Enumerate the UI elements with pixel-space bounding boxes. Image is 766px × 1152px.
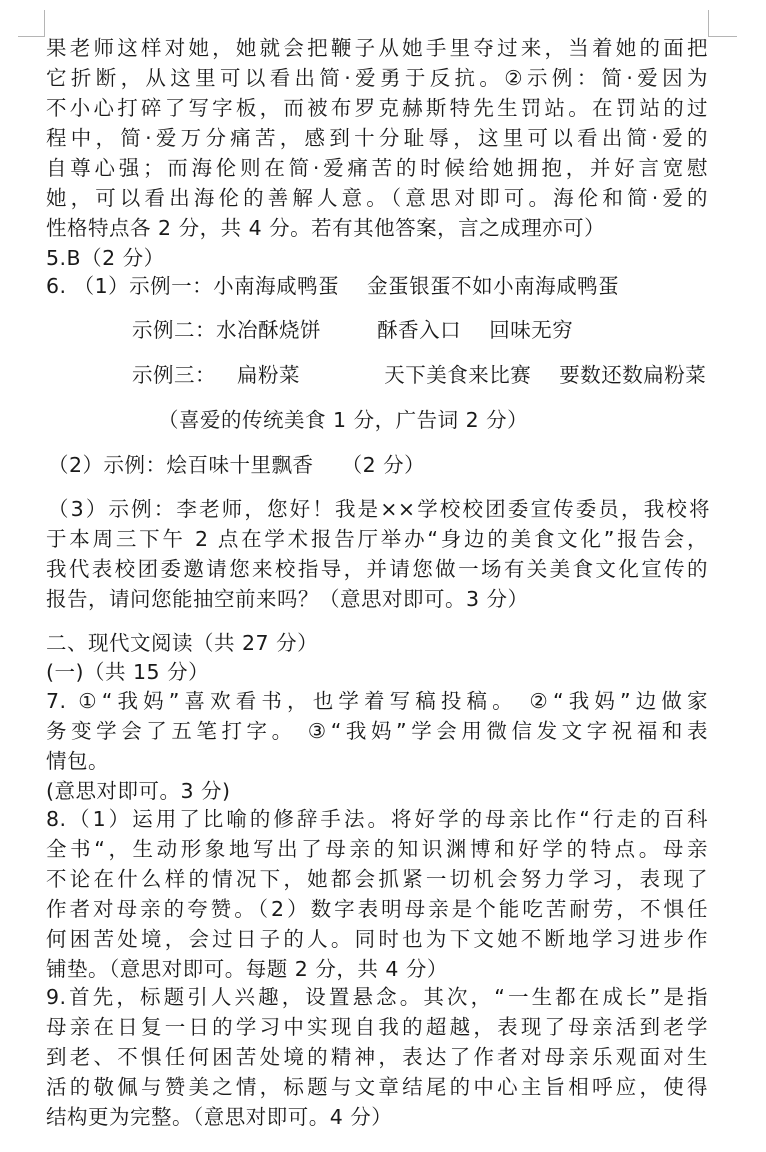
text-line: 不论在什么样的情况下，她都会抓紧一切机会努力学习，表现了: [46, 867, 708, 891]
subsection-heading: (一)（共 15 分）: [46, 660, 210, 684]
text-line: 果老师这样对她，她就会把鞭子从她手里夺过来，当着她的面把: [46, 36, 708, 60]
text-line: 全书“，生动形象地写出了母亲的知识渊博和好学的特点。母亲: [46, 837, 708, 861]
text-line: 活的敬佩与赞美之情，标题与文章结尾的中心主旨相呼应，使得: [46, 1075, 708, 1099]
text-line: 到老、不惧任何困苦处境的精神，表达了作者对母亲乐观面对生: [46, 1045, 708, 1069]
page-corner-mark-left: [18, 10, 45, 37]
answer-6-example-1: 6. （1）示例一：小南海咸鸭蛋 金蛋银蛋不如小南海咸鸭蛋: [46, 274, 620, 298]
text-line: 她，可以看出海伦的善解人意。（意思对即可。海伦和简·爱的: [46, 186, 708, 210]
answer-6-example-3: 示例三： 扁粉菜 天下美食来比赛 要数还数扁粉菜: [132, 363, 707, 387]
text-line: 情包。: [46, 749, 109, 773]
text-line: 性格特点各 2 分，共 4 分。若有其他答案，言之成理亦可）: [46, 216, 606, 240]
text-line: 不小心打碎了写字板，而被布罗克赫斯特先生罚站。在罚站的过: [46, 96, 708, 120]
text-line: 自尊心强；而海伦则在简·爱痛苦的时候给她拥抱，并好言宽慰: [46, 156, 708, 180]
text-line: 报告，请问您能抽空前来吗？（意思对即可。3 分）: [46, 587, 529, 611]
text-line: 母亲在日复一日的学习中实现自我的超越，表现了母亲活到老学: [46, 1015, 708, 1039]
text-line: 它折断，从这里可以看出简·爱勇于反抗。②示例：简·爱因为: [46, 66, 708, 90]
text-line: 务变学会了五笔打字。 ③“我妈”学会用微信发文字祝福和表: [46, 719, 708, 743]
text-line: 结构更为完整。（意思对即可。4 分）: [46, 1105, 393, 1129]
text-line: （3）示例：李老师，您好！我是××学校校团委宣传委员，我校将: [48, 497, 710, 521]
text-line: 于本周三下午 2 点在学术报告厅举办“身边的美食文化”报告会，: [46, 527, 708, 551]
answer-5: 5.B（2 分）: [46, 246, 165, 270]
text-line: 程中，简·爱万分痛苦，感到十分耻辱，这里可以看出简·爱的: [46, 126, 708, 150]
text-line: (意思对即可。3 分): [46, 779, 231, 803]
section-heading: 二、现代文阅读（共 27 分）: [46, 631, 319, 655]
text-line: 铺垫。（意思对即可。每题 2 分，共 4 分）: [46, 957, 448, 981]
answer-6-part-2: （2）示例：烩百味十里飘香 （2 分）: [48, 453, 426, 477]
page-corner-mark-right: [708, 10, 737, 37]
text-line: 何困苦处境，会过日子的人。同时也为下文她不断地学习进步作: [46, 927, 708, 951]
text-line: 8.（1）运用了比喻的修辞手法。将好学的母亲比作“行走的百科: [46, 807, 708, 831]
answer-6-scoring: （喜爱的传统美食 1 分，广告词 2 分）: [158, 408, 529, 432]
text-line: 作者对母亲的夸赞。（2）数字表明母亲是个能吃苦耐劳，不惧任: [46, 897, 708, 921]
text-line: 9.首先，标题引人兴趣，设置悬念。其次，“一生都在成长”是指: [46, 985, 708, 1009]
text-line: 7. ①“我妈”喜欢看书，也学着写稿投稿。 ②“我妈”边做家: [46, 689, 708, 713]
text-line: 我代表校团委邀请您来校指导，并请您做一场有关美食文化宣传的: [46, 557, 708, 581]
answer-6-example-2: 示例二：水冶酥烧饼 酥香入口 回味无穷: [132, 318, 574, 342]
